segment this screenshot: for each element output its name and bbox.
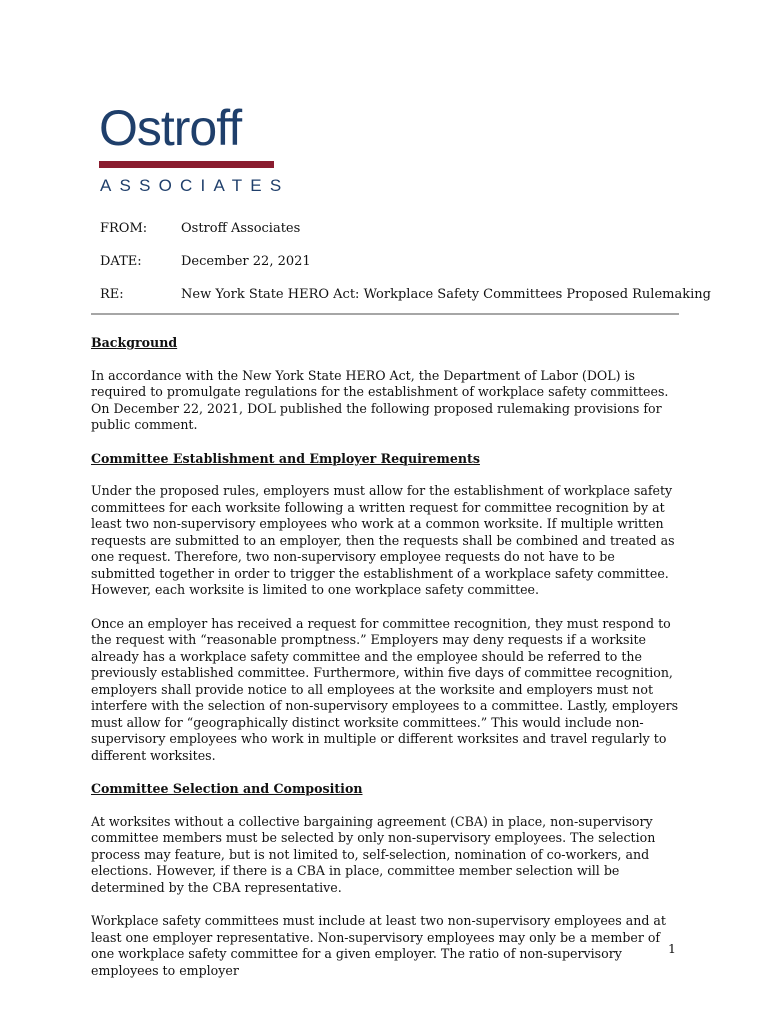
from-value: Ostroff Associates <box>181 221 301 236</box>
date-value: December 22, 2021 <box>181 254 311 269</box>
memo-row-date <box>100 253 680 286</box>
memo-row-from <box>100 220 680 253</box>
section-heading-selection: Committee Selection and Composition <box>91 781 363 796</box>
header-divider <box>91 313 679 315</box>
logo-subtitle: ASSOCIATES <box>100 176 290 195</box>
re-value: New York State HERO Act: Workplace Safety Committees Proposed Rulemaking <box>181 287 711 302</box>
logo-divider-bar <box>99 161 274 168</box>
ostroff-associates-logo <box>99 100 290 196</box>
re-label: RE: <box>100 287 124 302</box>
memo-header <box>100 220 711 319</box>
paragraph: Once an employer has received a request for committee recognition, they must respond to the request with “reasonable promptness.” Employers may deny requests if a worksite already has a workplace safety committee and the employee should be referred to the previously established committee. Furthermore, within five days of committee recognition, employers shall provide notice to all employees at the worksite and employers must not interfere with the selection of non-supervisory employees to a committee. Lastly, employers must allow for “geographically distinct worksite committees.” This would include non-supervisory employees who work in multiple or different worksites and travel regularly to different worksites. <box>91 615 679 763</box>
from-label: FROM: <box>100 221 148 236</box>
page-number: 1 <box>668 941 676 956</box>
paragraph: Workplace safety committees must include at least two non-supervisory employees and at least one employer representative. Non-supervisory employees may only be a member of one workplace safety committee for a given employer. The ratio of non-supervisory employees to employer <box>91 913 666 978</box>
section-heading-establishment: Committee Establishment and Employer Requirements <box>91 450 480 466</box>
paragraph: Under the proposed rules, employers must allow for the establishment of workplace safety committees for each worksite following a written request for committee recognition by at least two non-supervisory employees who work at a common worksite. If multiple written requests are submitted to an employer, then the requests shall be combined and treated as one request. Therefore, two non-supervisory employee requests do not have to be submitted together in order to trigger the establishment of a workplace safety committee. However, each worksite is limited to one workplace safety committee. <box>91 483 675 597</box>
date-label: DATE: <box>100 254 142 269</box>
paragraph: At worksites without a collective bargaining agreement (CBA) in place, non-supervisory committee members must be selected by only non-supervisory employees. The selection process may feature, but is not limited to, self-selection, nomination of co-workers, and elections. However, if there is a CBA in place, committee member selection will be determined by the CBA representative. <box>91 813 656 895</box>
logo-wordmark: Ostroff <box>99 100 242 156</box>
paragraph: In accordance with the New York State HERO Act, the Department of Labor (DOL) is required to promulgate regulations for the establishment of workplace safety committees. On December 22, 2021, DOL published the following proposed rulemaking provisions for public comment. <box>91 367 669 432</box>
memo-body <box>91 335 681 996</box>
section-heading-background: Background <box>91 335 178 350</box>
